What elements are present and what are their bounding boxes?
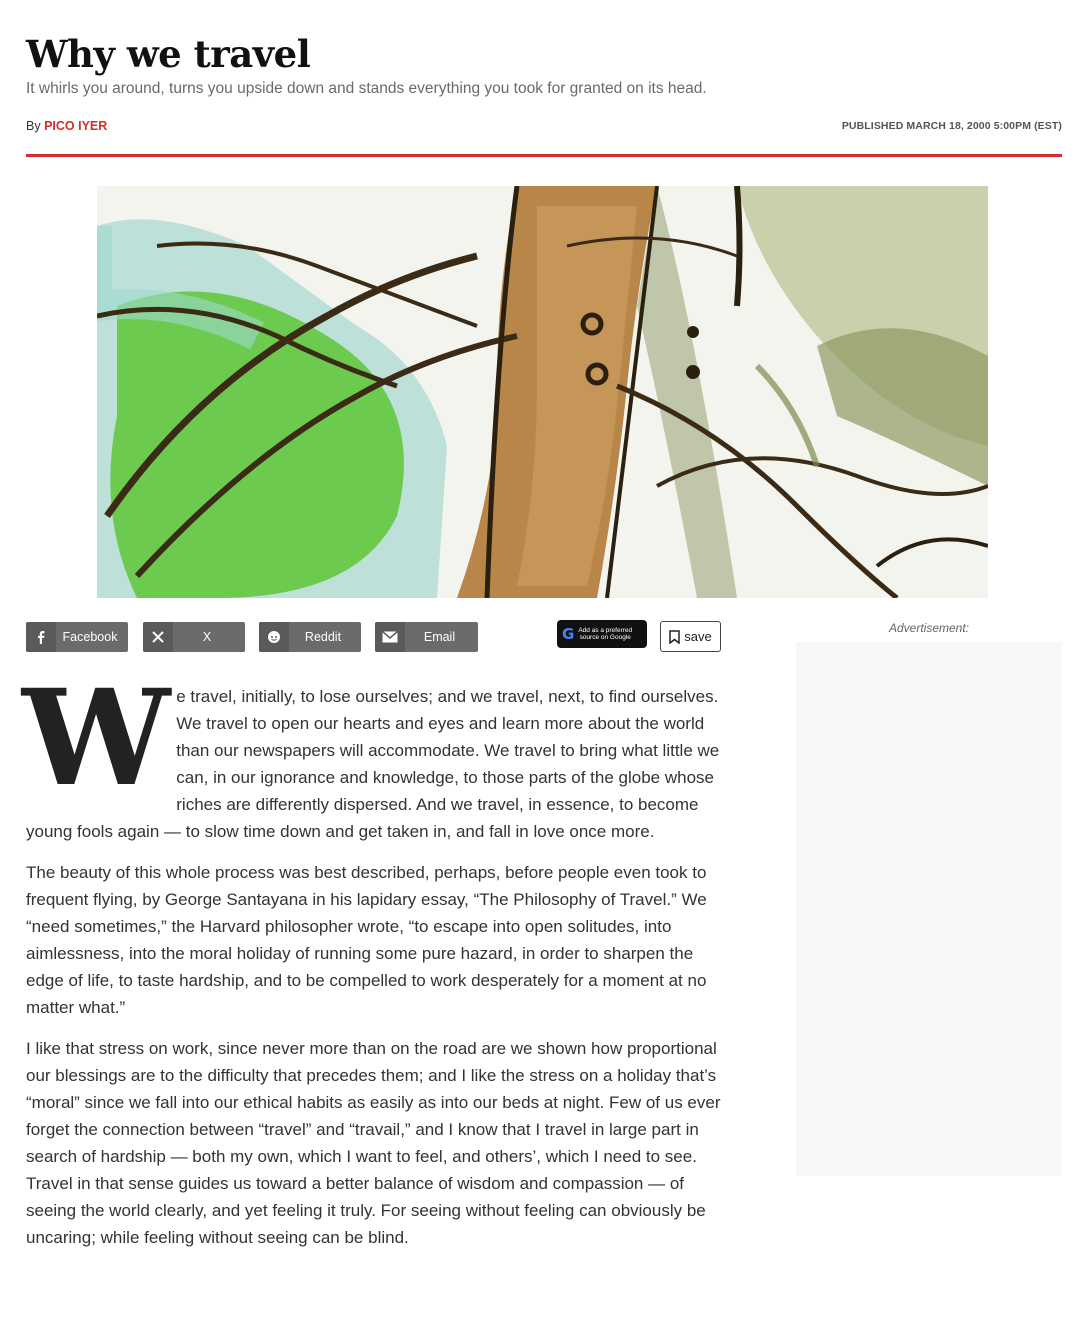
save-button[interactable] xyxy=(660,621,721,652)
author-link[interactable]: PICO IYER xyxy=(44,119,108,133)
share-reddit-label: Reddit xyxy=(304,630,342,644)
share-reddit-button[interactable] xyxy=(259,622,361,652)
google-preferred-source-button[interactable] xyxy=(557,620,647,648)
google-pref-line1: Add as a preferred xyxy=(578,626,633,634)
paragraph-text: e travel, initially, to lose ourselves; and we travel, next, to find ourselves. We travel to open our hearts and eyes and learn more about the world than our newspapers will accommodate. We travel to bring what little we can, in our ignorance and knowledge, to those parts of the globe whose riches are differently dispersed. And we travel, in essence, to become young fools again — to slow time down and get taken in, and fall in love once more. xyxy=(26,687,720,841)
advertisement-label: Advertisement: xyxy=(888,621,970,635)
share-email-button[interactable] xyxy=(375,622,478,652)
save-label: save xyxy=(684,629,712,644)
reddit-icon xyxy=(259,622,289,652)
share-x-button[interactable] xyxy=(143,622,245,652)
facebook-icon xyxy=(26,622,56,652)
bookmark-icon xyxy=(669,630,680,644)
google-icon: G xyxy=(562,625,575,643)
share-facebook-label: Facebook xyxy=(62,630,118,644)
drop-cap: W xyxy=(22,661,167,816)
share-facebook-button[interactable] xyxy=(26,622,128,652)
share-x-label: X xyxy=(202,630,212,644)
article-title: Why we travel xyxy=(26,32,311,76)
article-subtitle: It whirls you around, turns you upside down and stands everything you took for granted on its head. xyxy=(26,80,707,97)
article-paragraph: The beauty of this whole process was best described, perhaps, before people even took to frequent flying, by George Santayana in his lapidary essay, “The Philosophy of Travel.” We “need sometimes,” the Harvard philosopher wrote, “to escape into open solitudes, into aimlessness, into the moral holiday of running some pure hazard, in order to sharpen the edge of life, to taste hardship, and to be compelled to work desperately for a moment at no matter what.” xyxy=(26,863,707,1017)
published-date: PUBLISHED MARCH 18, 2000 5:00PM (EST) xyxy=(841,120,1062,132)
byline-prefix: By xyxy=(26,119,45,133)
google-pref-line2: source on Google xyxy=(579,634,631,641)
hero-illustration xyxy=(97,186,988,598)
article-body xyxy=(22,661,722,1265)
mail-icon xyxy=(375,622,405,652)
article-paragraph xyxy=(22,661,722,845)
byline xyxy=(26,119,107,133)
share-email-label: Email xyxy=(423,630,456,644)
advertisement-slot[interactable] xyxy=(796,642,1062,1176)
article-paragraph: I like that stress on work, since never more than on the road are we shown how proportional our blessings are to the difficulty that precedes them; and I like the stress on a holiday that’s “moral” since we fall into our ethical habits as easily as into our beds at night. Few of us ever forget the connection between “travel” and “travail,” and I know that I travel in large part in search of hardship — both my own, which I want to feel, and others’, which I need to see. Travel in that sense guides us toward a better balance of wisdom and compassion — of seeing the world clearly, and yet feeling it truly. For seeing without feeling can obviously be uncaring; while feeling without seeing can be blind. xyxy=(26,1039,721,1247)
x-icon xyxy=(143,622,173,652)
header-divider xyxy=(26,154,1062,157)
